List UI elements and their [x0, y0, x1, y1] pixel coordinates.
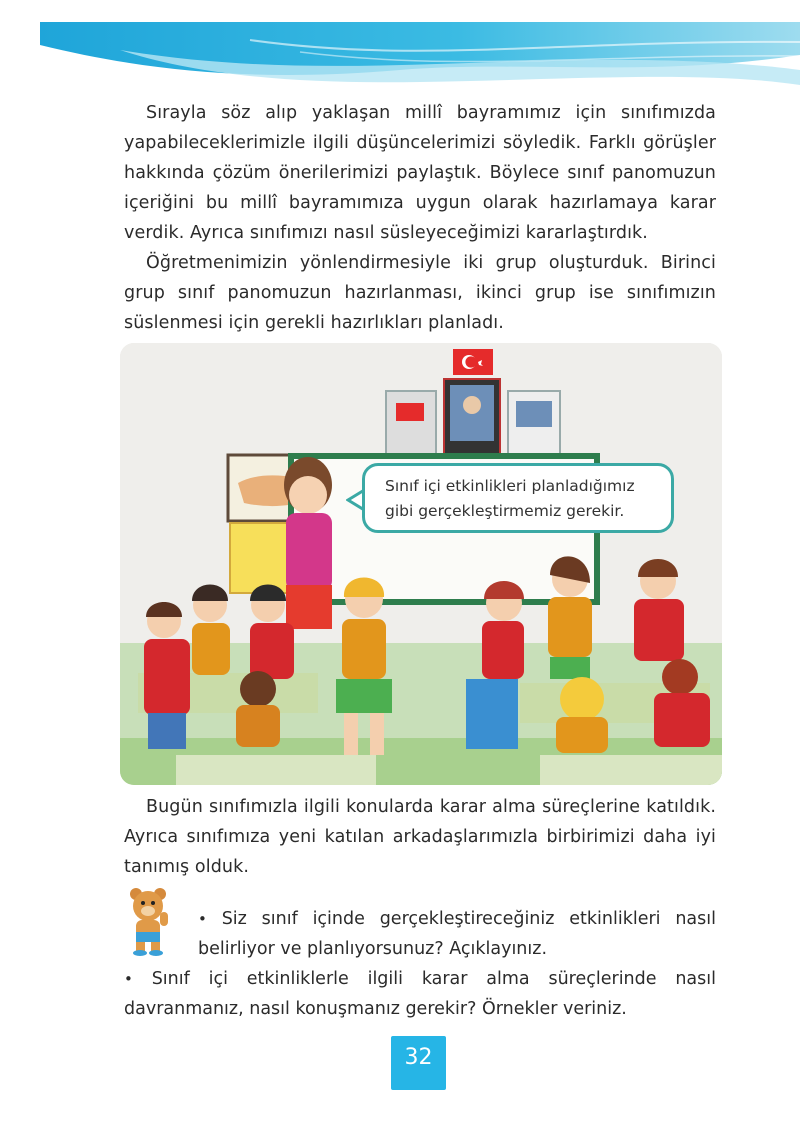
- paragraph-3: Bugün sınıfımızla ilgili konularda karar alma süreçlerine katıldık. Ayrıca sınıfımıza yeni katılan arkadaşlarımızla birbirimizi daha iyi tanımış olduk.: [124, 797, 716, 877]
- page-number-badge: 32: [391, 1036, 446, 1090]
- header-wave-banner: [0, 0, 800, 95]
- bullet-icon: •: [198, 910, 207, 928]
- paragraph-2: Öğretmenimizin yönlendirmesiyle iki grup oluşturduk. Birinci grup sınıf panomuzun hazırlanması, ikinci grup ise sınıfımızın süslenmesi için gerekli hazırlıkları planladı.: [124, 253, 716, 333]
- speech-bubble: Sınıf içi etkinlikleri planladığımız gibi gerçekleştirmemiz gerekir.: [362, 463, 674, 533]
- paragraph-1: Sırayla söz alıp yaklaşan millî bayramımız için sınıfımızda yapabileceklerimizle ilgili düşüncelerimizi söyledik. Farklı görüşler hakkında çözüm önerilerimizi paylaştık. Böylece sınıf panomuzun içeriğini bu millî bayramımıza uygun olarak hazırlamaya karar verdik. Ayrıca sınıfımızı nasıl süsleyeceğimizi kararlaştırdık.: [124, 103, 716, 243]
- bullet-icon: •: [124, 970, 133, 988]
- question-1: [124, 904, 716, 964]
- question-2: [124, 964, 716, 1024]
- question-2-text: Sınıf içi etkinliklerle ilgili karar alma süreçlerinde nasıl davranmanız, nasıl konuşmanız gerekir? Örnekler veriniz.: [124, 969, 716, 1019]
- summary-text: [124, 792, 716, 882]
- question-list: [124, 904, 716, 1024]
- classroom-illustration: [120, 343, 722, 785]
- intro-text: [124, 98, 716, 338]
- question-1-text: Siz sınıf içinde gerçekleştireceğiniz etkinlikleri nasıl belirliyor ve planlıyorsunuz? Açıklayınız.: [198, 909, 716, 959]
